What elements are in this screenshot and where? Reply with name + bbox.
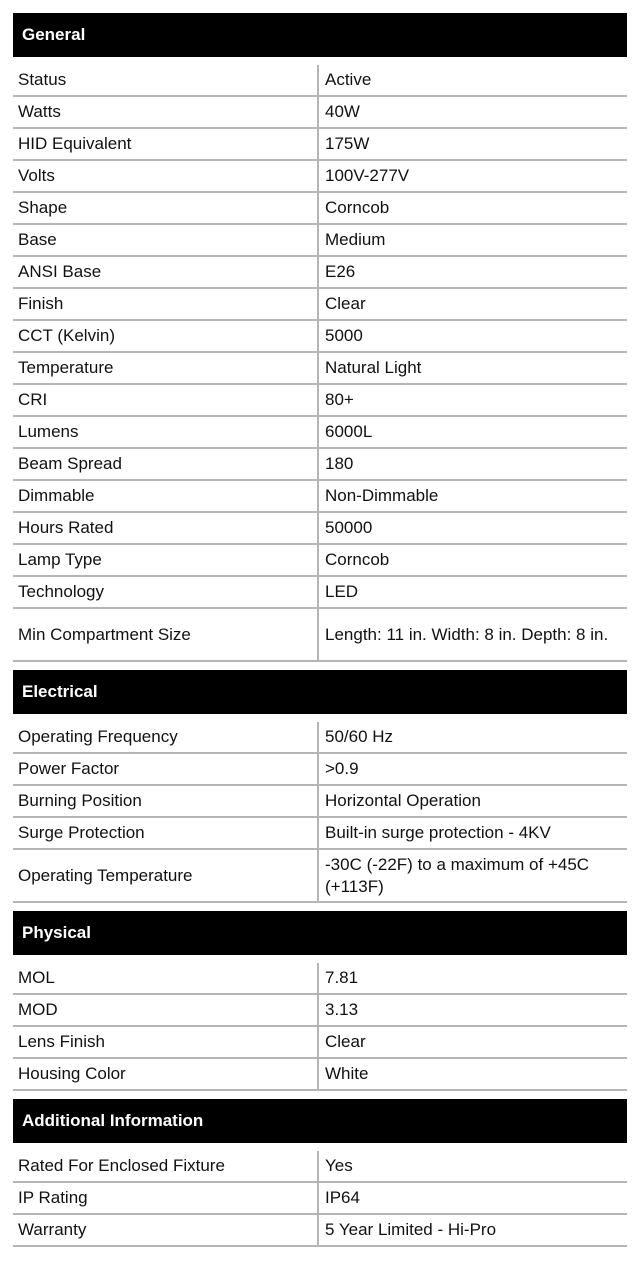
spec-value: Yes (317, 1151, 627, 1181)
spec-value: Horizontal Operation (317, 786, 627, 816)
spec-label: ANSI Base (18, 262, 102, 281)
spec-label: Lens Finish (18, 1032, 105, 1051)
spec-label: HID Equivalent (18, 134, 132, 153)
spec-row (13, 1059, 627, 1091)
spec-row (13, 577, 627, 609)
spec-label: Warranty (18, 1220, 87, 1239)
spec-label: Rated For Enclosed Fixture (18, 1156, 225, 1175)
section-general (13, 13, 627, 662)
spec-value: Corncob (317, 545, 627, 575)
spec-label: Dimmable (18, 486, 95, 505)
spec-value: Corncob (317, 193, 627, 223)
spec-value: 5 Year Limited - Hi-Pro (317, 1215, 627, 1245)
spec-value: 100V-277V (317, 161, 627, 191)
spec-label: Shape (18, 198, 68, 217)
spec-label: MOD (18, 1000, 58, 1019)
spec-label: Hours Rated (18, 518, 114, 537)
spec-row (13, 289, 627, 321)
spec-label: Burning Position (18, 791, 142, 810)
spec-row (13, 257, 627, 289)
spec-row (13, 1215, 627, 1247)
spec-label: Technology (18, 582, 105, 601)
section-header: Additional Information (13, 1099, 627, 1143)
spec-label: Watts (18, 102, 61, 121)
spec-value: E26 (317, 257, 627, 287)
spec-value: 6000L (317, 417, 627, 447)
spec-row (13, 609, 627, 662)
spec-label: Temperature (18, 358, 114, 377)
spec-row (13, 963, 627, 995)
spec-value: 3.13 (317, 995, 627, 1025)
spec-value: Length: 11 in. Width: 8 in. Depth: 8 in. (317, 609, 627, 660)
spec-label: Operating Frequency (18, 727, 178, 746)
section-header: General (13, 13, 627, 57)
spec-row (13, 995, 627, 1027)
spec-value: -30C (-22F) to a maximum of +45C (+113F) (317, 850, 627, 901)
spec-value: Built-in surge protection - 4KV (317, 818, 627, 848)
spec-row (13, 97, 627, 129)
spec-value: 180 (317, 449, 627, 479)
spec-label: Finish (18, 294, 64, 313)
spec-sheet (13, 13, 627, 1255)
spec-label: Min Compartment Size (18, 624, 191, 644)
spec-row (13, 65, 627, 97)
spec-value: 7.81 (317, 963, 627, 993)
spec-label: Power Factor (18, 759, 120, 778)
spec-value: 80+ (317, 385, 627, 415)
spec-row (13, 545, 627, 577)
spec-value: Active (317, 65, 627, 95)
spec-label: Base (18, 230, 57, 249)
spec-value: Natural Light (317, 353, 627, 383)
spec-label: Lumens (18, 422, 79, 441)
spec-row (13, 1151, 627, 1183)
spec-row (13, 225, 627, 257)
spec-row (13, 161, 627, 193)
spec-label: Surge Protection (18, 823, 145, 842)
spec-value: Medium (317, 225, 627, 255)
spec-label: Lamp Type (18, 550, 102, 569)
spec-row (13, 385, 627, 417)
section-additional-information (13, 1099, 627, 1247)
spec-label: CRI (18, 390, 48, 409)
spec-value: 175W (317, 129, 627, 159)
spec-table (13, 722, 627, 903)
spec-row (13, 850, 627, 903)
spec-row (13, 353, 627, 385)
spec-row (13, 786, 627, 818)
spec-value: Non-Dimmable (317, 481, 627, 511)
spec-row (13, 818, 627, 850)
spec-row (13, 417, 627, 449)
spec-row (13, 754, 627, 786)
spec-value: IP64 (317, 1183, 627, 1213)
spec-label: Operating Temperature (18, 865, 193, 885)
spec-label: Beam Spread (18, 454, 122, 473)
spec-row (13, 1027, 627, 1059)
spec-label: MOL (18, 968, 55, 987)
spec-label: Volts (18, 166, 55, 185)
spec-label: Housing Color (18, 1064, 126, 1083)
spec-value: Clear (317, 289, 627, 319)
spec-row (13, 129, 627, 161)
spec-table (13, 65, 627, 662)
spec-value: 40W (317, 97, 627, 127)
spec-label: Status (18, 70, 67, 89)
spec-row (13, 193, 627, 225)
spec-value: LED (317, 577, 627, 607)
spec-row (13, 513, 627, 545)
section-header: Electrical (13, 670, 627, 714)
spec-row (13, 449, 627, 481)
section-header: Physical (13, 911, 627, 955)
spec-row (13, 722, 627, 754)
spec-label: CCT (Kelvin) (18, 326, 115, 345)
spec-row (13, 1183, 627, 1215)
spec-value: >0.9 (317, 754, 627, 784)
spec-row (13, 481, 627, 513)
spec-value: 50000 (317, 513, 627, 543)
spec-value: 5000 (317, 321, 627, 351)
spec-table (13, 1151, 627, 1247)
spec-row (13, 321, 627, 353)
spec-value: 50/60 Hz (317, 722, 627, 752)
section-electrical (13, 670, 627, 903)
spec-value: Clear (317, 1027, 627, 1057)
spec-table (13, 963, 627, 1091)
spec-value: White (317, 1059, 627, 1089)
section-physical (13, 911, 627, 1091)
spec-label: IP Rating (18, 1188, 88, 1207)
